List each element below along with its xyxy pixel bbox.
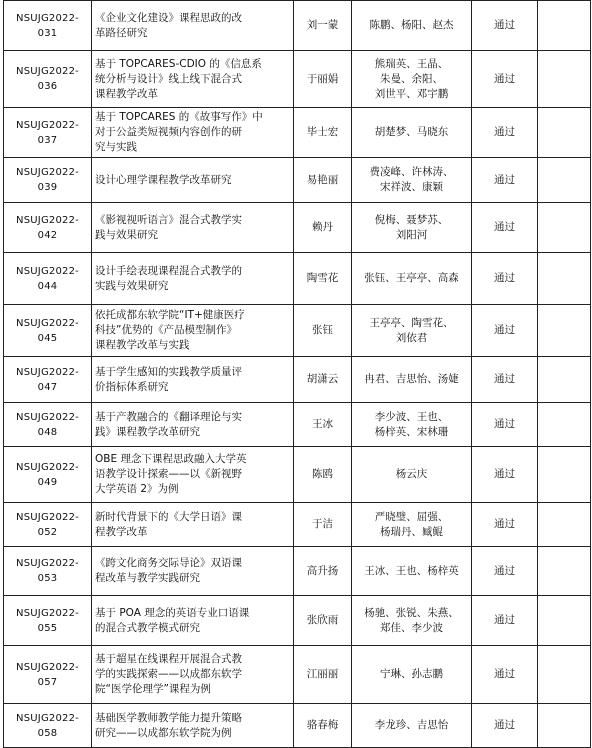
project-id-text: NSUJG2022-057 <box>16 661 79 688</box>
project-leader-text: 陶雪花 <box>306 272 339 284</box>
review-result-text: 通过 <box>494 126 515 138</box>
project-leader-cell <box>294 253 352 305</box>
project-title-cell <box>92 305 294 357</box>
project-members-cell <box>352 646 472 704</box>
project-title-text: OBE 理念下课程思政融入大学英 语教学设计探索——以《新视野 大学英语 2》为例 <box>95 453 247 495</box>
review-result-text: 通过 <box>494 373 515 385</box>
project-members-text: 严晓璧、屈强、 杨瑞丹、臧鲲 <box>374 510 449 538</box>
project-id-text: NSUJG2022-044 <box>16 265 79 292</box>
review-result-cell <box>472 447 538 503</box>
review-result-cell <box>472 158 538 203</box>
table-row <box>4 357 591 403</box>
note-cell <box>538 305 591 357</box>
project-leader-cell <box>294 447 352 503</box>
project-id-text: NSUJG2022-055 <box>16 607 79 634</box>
note-cell <box>538 547 591 596</box>
project-title-text: 基于 POA 理念的英语专业口语课 的混合式教学模式研究 <box>95 606 250 634</box>
project-members-cell <box>352 253 472 305</box>
project-leader-text: 毕士宏 <box>306 126 339 138</box>
project-leader-text: 张钰 <box>312 324 333 336</box>
project-members-cell <box>352 503 472 547</box>
project-id-cell <box>4 503 92 547</box>
project-id-text: NSUJG2022-039 <box>16 167 79 193</box>
project-id-text: NSUJG2022-036 <box>16 66 79 92</box>
project-members-text: 倪梅、聂梦苏、 刘阳河 <box>374 213 449 241</box>
table-row <box>4 503 591 547</box>
table-row <box>4 447 591 503</box>
project-id-cell <box>4 108 92 158</box>
project-id-text: NSUJG2022-037 <box>16 119 79 146</box>
project-members-cell <box>352 1 472 51</box>
project-table <box>3 0 591 748</box>
project-title-text: 依托成都东软学院“IT+健康医疗 科技”优势的《产品模型制作》 课程教学改革与实践 <box>95 309 245 351</box>
project-leader-cell <box>294 503 352 547</box>
project-members-cell <box>352 51 472 108</box>
project-title-cell <box>92 203 294 253</box>
project-title-text: 基于 TOPCARES-CDIO 的《信息系 统分析与设计》线上线下混合式 课程教学改革 <box>95 57 262 100</box>
table-row <box>4 704 591 748</box>
project-members-cell <box>352 203 472 253</box>
project-members-text: 杨云庆 <box>395 468 428 480</box>
review-result-text: 通过 <box>494 173 515 186</box>
note-cell <box>538 108 591 158</box>
project-title-text: 基于学生感知的实践教学质量评 价指标体系研究 <box>95 365 242 393</box>
note-cell <box>538 51 591 108</box>
review-result-text: 通过 <box>494 468 515 480</box>
project-leader-cell <box>294 1 352 51</box>
project-leader-cell <box>294 51 352 108</box>
project-title-text: 设计手绘表现课程混合式教学的 实践与效果研究 <box>95 264 242 292</box>
review-result-cell <box>472 305 538 357</box>
project-title-text: 基于产教融合的《翻译理论与实 践》课程教学改革研究 <box>95 410 242 438</box>
project-members-cell <box>352 108 472 158</box>
project-leader-cell <box>294 305 352 357</box>
project-members-text: 张钰、王亭亭、高森 <box>364 272 459 284</box>
project-members-text: 胡楚梦、马晓东 <box>374 126 449 138</box>
project-title-cell <box>92 646 294 704</box>
project-title-cell <box>92 51 294 108</box>
project-id-cell <box>4 596 92 646</box>
project-id-cell <box>4 158 92 203</box>
project-title-text: 《跨文化商务交际导论》双语课 程改革与教学实践研究 <box>95 557 242 584</box>
project-title-cell <box>92 108 294 158</box>
table-row <box>4 1 591 51</box>
table-row <box>4 51 591 108</box>
review-result-cell <box>472 547 538 596</box>
review-result-text: 通过 <box>494 221 515 233</box>
table-row <box>4 305 591 357</box>
project-title-cell <box>92 503 294 547</box>
project-leader-text: 高升扬 <box>306 564 339 577</box>
project-members-cell <box>352 547 472 596</box>
project-members-cell <box>352 704 472 748</box>
project-id-text: NSUJG2022-058 <box>16 712 79 739</box>
project-leader-cell <box>294 596 352 646</box>
project-id-cell <box>4 51 92 108</box>
project-title-cell <box>92 158 294 203</box>
project-title-cell <box>92 447 294 503</box>
table-row <box>4 596 591 646</box>
review-result-text: 通过 <box>494 324 515 336</box>
project-id-cell <box>4 403 92 447</box>
project-members-text: 熊瑞英、王晶、 朱曼、余阳、 刘世平、邓宇鹏 <box>374 57 449 100</box>
review-result-text: 通过 <box>494 564 515 577</box>
project-members-text: 冉君、吉思怡、汤婕 <box>364 373 459 385</box>
review-result-text: 通过 <box>494 614 515 626</box>
note-cell <box>538 704 591 748</box>
project-leader-text: 赖丹 <box>312 221 333 233</box>
review-result-cell <box>472 203 538 253</box>
project-title-cell <box>92 253 294 305</box>
project-leader-cell <box>294 646 352 704</box>
table-body <box>4 1 591 748</box>
project-leader-text: 骆春梅 <box>306 719 339 731</box>
project-leader-text: 于洁 <box>312 518 333 530</box>
project-members-text: 宁琳、孙志鹏 <box>380 668 443 680</box>
note-cell <box>538 1 591 51</box>
project-id-text: NSUJG2022-031 <box>16 12 79 39</box>
project-leader-text: 陈鸥 <box>312 468 333 480</box>
project-id-cell <box>4 447 92 503</box>
project-id-text: NSUJG2022-052 <box>16 511 79 538</box>
project-id-cell <box>4 704 92 748</box>
project-members-text: 王亭亭、陶雪花、 刘依君 <box>369 316 454 344</box>
review-result-cell <box>472 108 538 158</box>
project-members-text: 杨驰、张锐、朱燕、 郑佳、李少波 <box>364 606 459 634</box>
project-id-cell <box>4 357 92 403</box>
review-result-text: 通过 <box>494 19 515 31</box>
project-leader-cell <box>294 704 352 748</box>
project-title-cell <box>92 704 294 748</box>
project-title-text: 基于超星在线课程开展混合式教 学的实践探索——以成都东软学 院“医学伦理学”课程为例 <box>95 653 242 695</box>
table-row <box>4 158 591 203</box>
project-leader-cell <box>294 203 352 253</box>
review-result-cell <box>472 51 538 108</box>
project-id-text: NSUJG2022-045 <box>16 317 79 344</box>
review-result-cell <box>472 403 538 447</box>
project-leader-text: 刘一蒙 <box>306 19 339 31</box>
note-cell <box>538 403 591 447</box>
review-result-text: 通过 <box>494 418 515 430</box>
project-id-cell <box>4 203 92 253</box>
project-leader-text: 胡潇云 <box>306 373 339 385</box>
project-title-text: 设计心理学课程教学改革研究 <box>95 173 232 186</box>
project-leader-text: 江丽丽 <box>306 668 339 680</box>
project-id-cell <box>4 547 92 596</box>
review-result-cell <box>472 704 538 748</box>
project-members-text: 王冰、王也、杨梓英 <box>364 564 459 577</box>
review-result-cell <box>472 253 538 305</box>
review-result-text: 通过 <box>494 72 515 85</box>
project-title-text: 《影视视听语言》混合式教学实 践与效果研究 <box>95 213 242 241</box>
project-id-text: NSUJG2022-047 <box>16 366 79 393</box>
project-title-cell <box>92 1 294 51</box>
project-title-cell <box>92 547 294 596</box>
review-result-cell <box>472 503 538 547</box>
review-result-cell <box>472 596 538 646</box>
project-members-cell <box>352 357 472 403</box>
project-members-text: 李龙珍、吉思怡 <box>374 719 449 731</box>
project-members-cell <box>352 403 472 447</box>
project-id-text: NSUJG2022-053 <box>16 558 79 584</box>
table-row <box>4 403 591 447</box>
project-title-text: 基于 TOPCARES 的《故事写作》中 对于公益类短视频内容创作的研 究与实践 <box>95 111 263 153</box>
review-result-cell <box>472 646 538 704</box>
project-members-text: 费凌峰、许林涛、 宋祥波、康颖 <box>369 166 454 193</box>
note-cell <box>538 596 591 646</box>
table-row <box>4 646 591 704</box>
table-row <box>4 203 591 253</box>
project-members-cell <box>352 158 472 203</box>
project-members-cell <box>352 305 472 357</box>
project-members-text: 陈鹏、杨阳、赵杰 <box>369 19 454 31</box>
project-leader-text: 于丽娟 <box>306 72 339 85</box>
table-row <box>4 253 591 305</box>
project-title-cell <box>92 357 294 403</box>
project-leader-text: 张欣雨 <box>306 614 339 626</box>
note-cell <box>538 646 591 704</box>
note-cell <box>538 253 591 305</box>
project-id-cell <box>4 1 92 51</box>
table-row <box>4 547 591 596</box>
project-leader-text: 王冰 <box>312 418 333 430</box>
project-id-cell <box>4 646 92 704</box>
project-table-container <box>3 0 590 748</box>
project-title-cell <box>92 596 294 646</box>
review-result-cell <box>472 357 538 403</box>
review-result-text: 通过 <box>494 272 515 284</box>
review-result-text: 通过 <box>494 719 515 731</box>
note-cell <box>538 357 591 403</box>
project-members-text: 李少波、王也、 杨梓英、宋林珊 <box>374 410 449 438</box>
project-title-text: 基础医学教师教学能力提升策略 研究——以成都东软学院为例 <box>95 711 242 739</box>
note-cell <box>538 158 591 203</box>
project-title-cell <box>92 403 294 447</box>
project-leader-cell <box>294 357 352 403</box>
project-id-text: NSUJG2022-049 <box>16 461 79 488</box>
project-title-text: 新时代背景下的《大学日语》课 程教学改革 <box>95 510 242 538</box>
note-cell <box>538 447 591 503</box>
review-result-cell <box>472 1 538 51</box>
project-leader-cell <box>294 158 352 203</box>
table-row <box>4 108 591 158</box>
project-id-cell <box>4 253 92 305</box>
project-leader-cell <box>294 547 352 596</box>
project-members-cell <box>352 447 472 503</box>
note-cell <box>538 503 591 547</box>
project-leader-cell <box>294 108 352 158</box>
review-result-text: 通过 <box>494 668 515 680</box>
note-cell <box>538 203 591 253</box>
project-id-cell <box>4 305 92 357</box>
project-members-cell <box>352 596 472 646</box>
project-title-text: 《企业文化建设》课程思政的改 革路径研究 <box>95 11 242 39</box>
project-leader-cell <box>294 403 352 447</box>
project-id-text: NSUJG2022-042 <box>16 214 79 241</box>
review-result-text: 通过 <box>494 518 515 530</box>
project-leader-text: 易艳丽 <box>306 173 339 186</box>
project-id-text: NSUJG2022-048 <box>16 411 79 438</box>
